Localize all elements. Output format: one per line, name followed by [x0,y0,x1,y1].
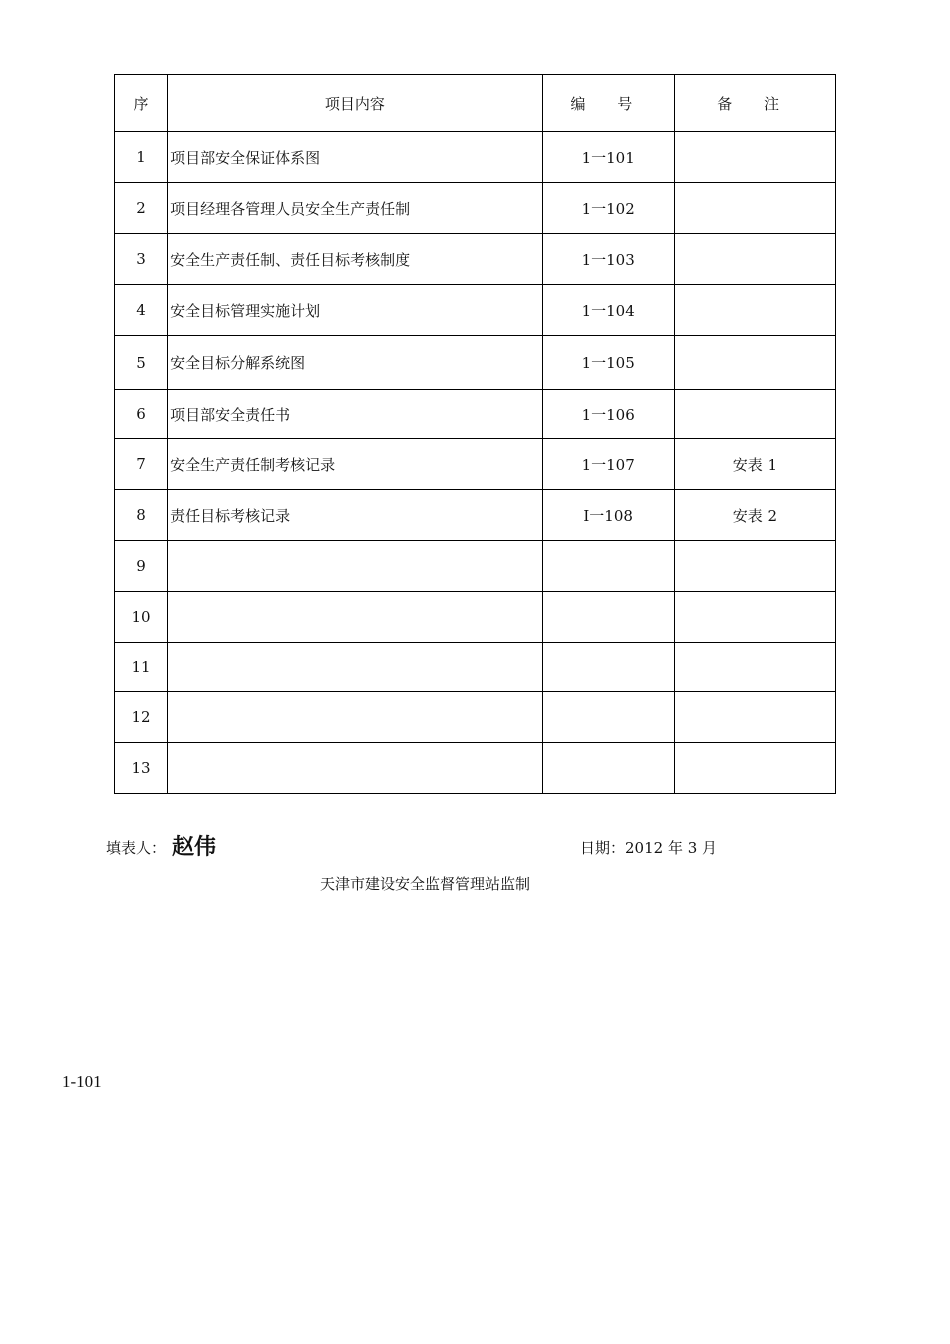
row-note [674,285,835,336]
table-row [115,234,836,285]
table-row [115,743,836,794]
row-note [674,234,835,285]
row-seq: 2 [115,183,168,234]
table-row [115,692,836,743]
row-code: 1一104 [542,285,674,336]
filler-name: 赵伟 [172,835,217,860]
row-code [542,541,674,592]
row-content [168,592,543,643]
row-code: 1一107 [542,439,674,490]
row-content: 项目部安全保证体系图 [168,132,543,183]
filler-label: 填表人： [106,839,167,857]
header-seq: 序 [115,75,168,132]
row-code: 1一105 [542,336,674,390]
row-seq: 11 [115,643,168,692]
fill-date: 日期：2012 年 3 月 [580,839,718,857]
table-row [115,541,836,592]
table-row [115,643,836,692]
row-content [168,743,543,794]
row-seq: 12 [115,692,168,743]
row-content: 安全目标管理实施计划 [168,285,543,336]
row-seq: 5 [115,336,168,390]
row-content [168,541,543,592]
header-code: 编 号 [542,75,674,132]
row-seq: 9 [115,541,168,592]
row-note [674,183,835,234]
row-content: 责任目标考核记录 [168,490,543,541]
row-note [674,390,835,439]
row-content: 安全生产责任制考核记录 [168,439,543,490]
table-body [115,132,836,794]
row-note: 安表 1 [674,439,835,490]
row-code: I一108 [542,490,674,541]
row-seq: 1 [115,132,168,183]
supervising-organization: 天津市建设安全监督管理站监制 [320,875,531,893]
row-code: 1一102 [542,183,674,234]
table-row [115,132,836,183]
row-code [542,743,674,794]
row-note [674,692,835,743]
row-note [674,132,835,183]
row-content [168,643,543,692]
table-row [115,490,836,541]
row-note [674,541,835,592]
row-content: 安全生产责任制、责任目标考核制度 [168,234,543,285]
row-seq: 13 [115,743,168,794]
row-note: 安表 2 [674,490,835,541]
row-code: 1一103 [542,234,674,285]
table-row [115,285,836,336]
row-seq: 4 [115,285,168,336]
table-header-row [115,75,836,132]
header-content: 项目内容 [168,75,543,132]
row-seq: 6 [115,390,168,439]
table-row [115,592,836,643]
row-seq: 10 [115,592,168,643]
table-row [115,390,836,439]
row-code: 1一106 [542,390,674,439]
row-note [674,336,835,390]
row-code: 1一101 [542,132,674,183]
row-code [542,592,674,643]
row-content: 安全目标分解系统图 [168,336,543,390]
row-seq: 7 [115,439,168,490]
row-code [542,692,674,743]
row-content: 项目部安全责任书 [168,390,543,439]
header-note: 备 注 [674,75,835,132]
row-seq: 8 [115,490,168,541]
index-table [114,74,836,794]
row-seq: 3 [115,234,168,285]
row-note [674,643,835,692]
row-note [674,592,835,643]
row-content: 项目经理各管理人员安全生产责任制 [168,183,543,234]
row-content [168,692,543,743]
document-code: 1-101 [62,1072,102,1091]
row-code [542,643,674,692]
table-row [115,183,836,234]
table-row [115,439,836,490]
row-note [674,743,835,794]
table-row [115,336,836,390]
